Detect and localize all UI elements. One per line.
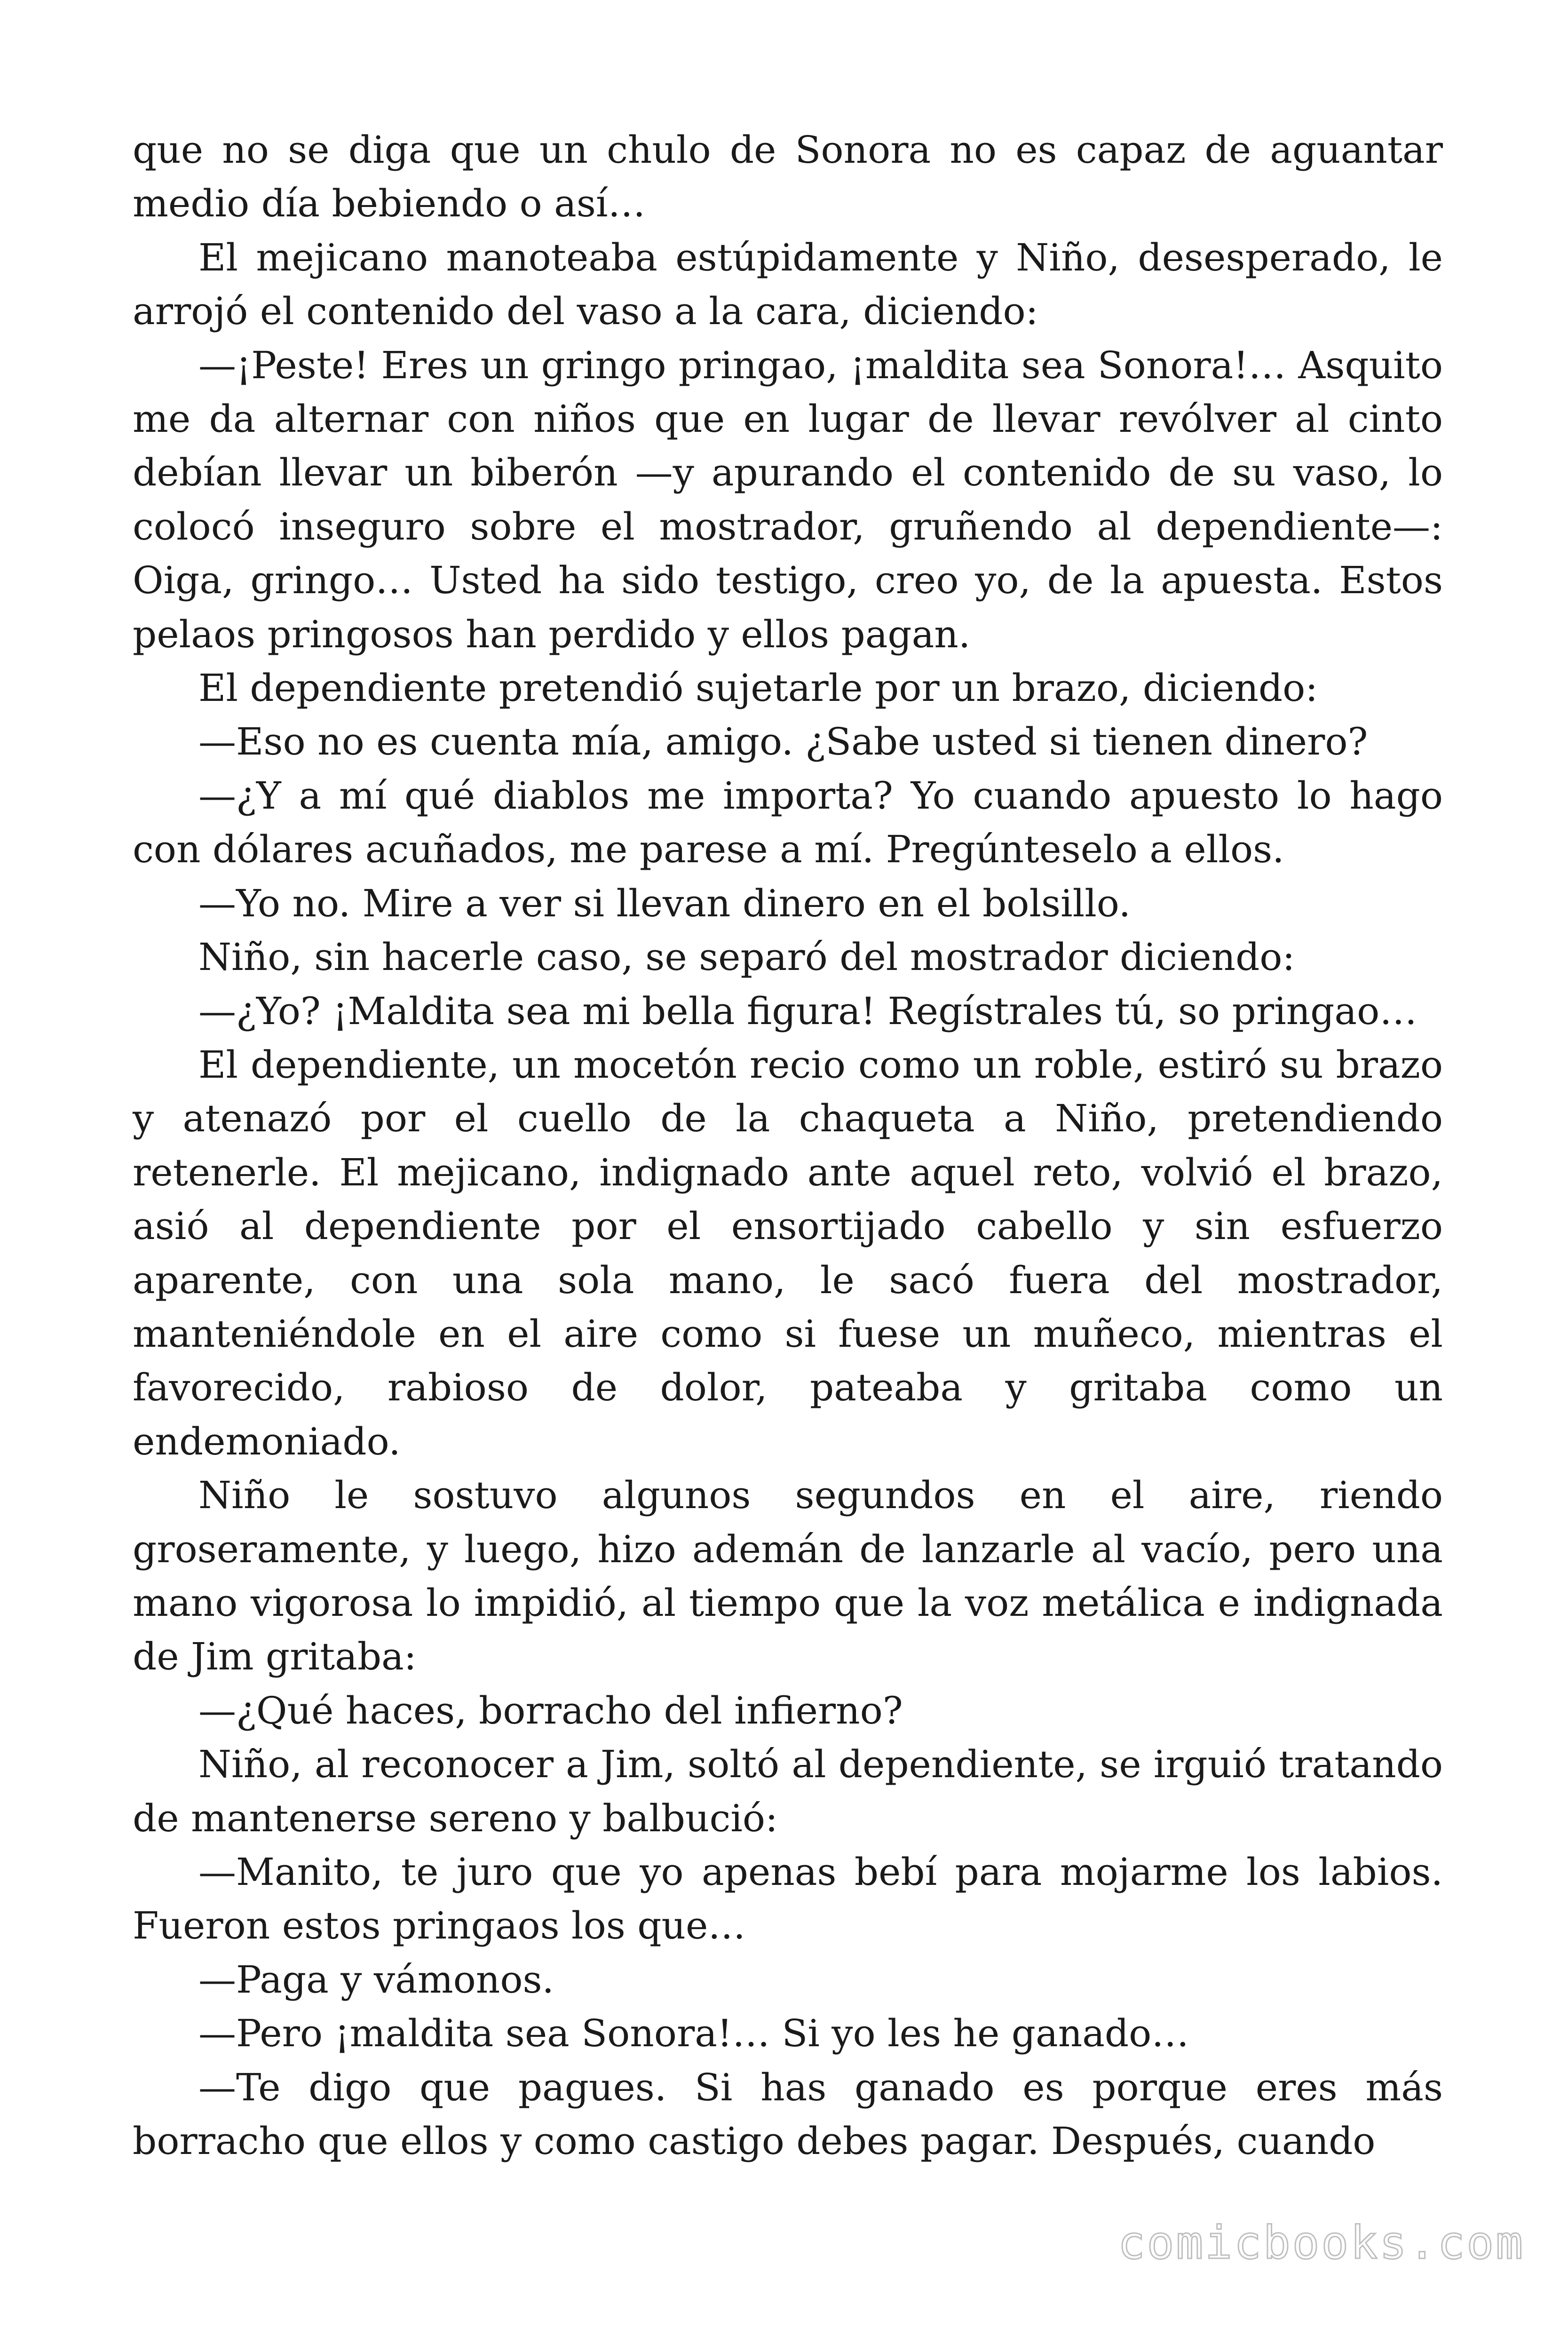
paragraph-14: —Manito, te juro que yo apenas bebí para mojarme los labios. Fueron estos pringaos los que… (133, 1850, 1443, 1948)
paragraph-3: —¡Peste! Eres un gringo pringao, ¡maldita sea Sonora!… Asquito me da alternar con niños que en lugar de llevar revólver al cinto debían llevar un biberón —y apurando el contenido de su vaso, lo colocó inseguro sobre el mostrador, gruñendo al dependiente—: Oiga, gringo… Usted ha sido testigo, creo yo, de la apuesta. Estos pelaos pringosos han perdido y ellos pagan. (133, 343, 1443, 656)
paragraph-5: —Eso no es cuenta mía, amigo. ¿Sabe usted si tienen dinero? (198, 720, 1368, 764)
paragraph-1: que no se diga que un chulo de Sonora no es capaz de aguantar medio día bebiendo o así… (133, 128, 1443, 226)
paragraph-15: —Paga y vámonos. (198, 1957, 554, 2002)
paragraph-9: —¿Yo? ¡Maldita sea mi bella figura! Regístrales tú, so pringao… (198, 989, 1418, 1033)
paragraph-4: El dependiente pretendió sujetarle por un brazo, diciendo: (198, 666, 1318, 710)
paragraph-8: Niño, sin hacerle caso, se separó del mostrador diciendo: (198, 935, 1295, 979)
page-body (133, 123, 1443, 2168)
paragraph-11: Niño le sostuvo algunos segundos en el aire, riendo groseramente, y luego, hizo ademán de lanzarle al vacío, pero una mano vigorosa lo impidió, al tiempo que la voz metálica e indignada de Jim gritaba: (133, 1473, 1443, 1679)
paragraph-7: —Yo no. Mire a ver si llevan dinero en el bolsillo. (198, 881, 1131, 925)
paragraph-2: El mejicano manoteaba estúpidamente y Niño, desesperado, le arrojó el contenido del vaso a la cara, diciendo: (133, 235, 1443, 334)
paragraph-12: —¿Qué haces, borracho del infierno? (198, 1688, 903, 1732)
paragraph-16: —Pero ¡maldita sea Sonora!… Si yo les he ganado… (198, 2011, 1189, 2056)
paragraph-6: —¿Y a mí qué diablos me importa? Yo cuando apuesto lo hago con dólares acuñados, me parese a mí. Pregúnteselo a ellos. (133, 773, 1443, 872)
paragraph-17: —Te digo que pagues. Si has ganado es porque eres más borracho que ellos y como castigo debes pagar. Después, cuando (133, 2065, 1443, 2163)
watermark-text: comicbooks.com (1117, 2217, 1525, 2269)
paragraph-13: Niño, al reconocer a Jim, soltó al dependiente, se irguió tratando de mantenerse sereno y balbució: (133, 1742, 1443, 1840)
paragraph-10: El dependiente, un mocetón recio como un roble, estiró su brazo y atenazó por el cuello de la chaqueta a Niño, pretendiendo retenerle. El mejicano, indignado ante aquel reto, volvió el brazo, asió al dependiente por el ensortijado cabello y sin esfuerzo aparente, con una sola mano, le sacó fuera del mostrador, manteniéndole en el aire como si fuese un muñeco, mientras el favorecido, rabioso de dolor, pateaba y gritaba como un endemoniado. (133, 1042, 1443, 1463)
